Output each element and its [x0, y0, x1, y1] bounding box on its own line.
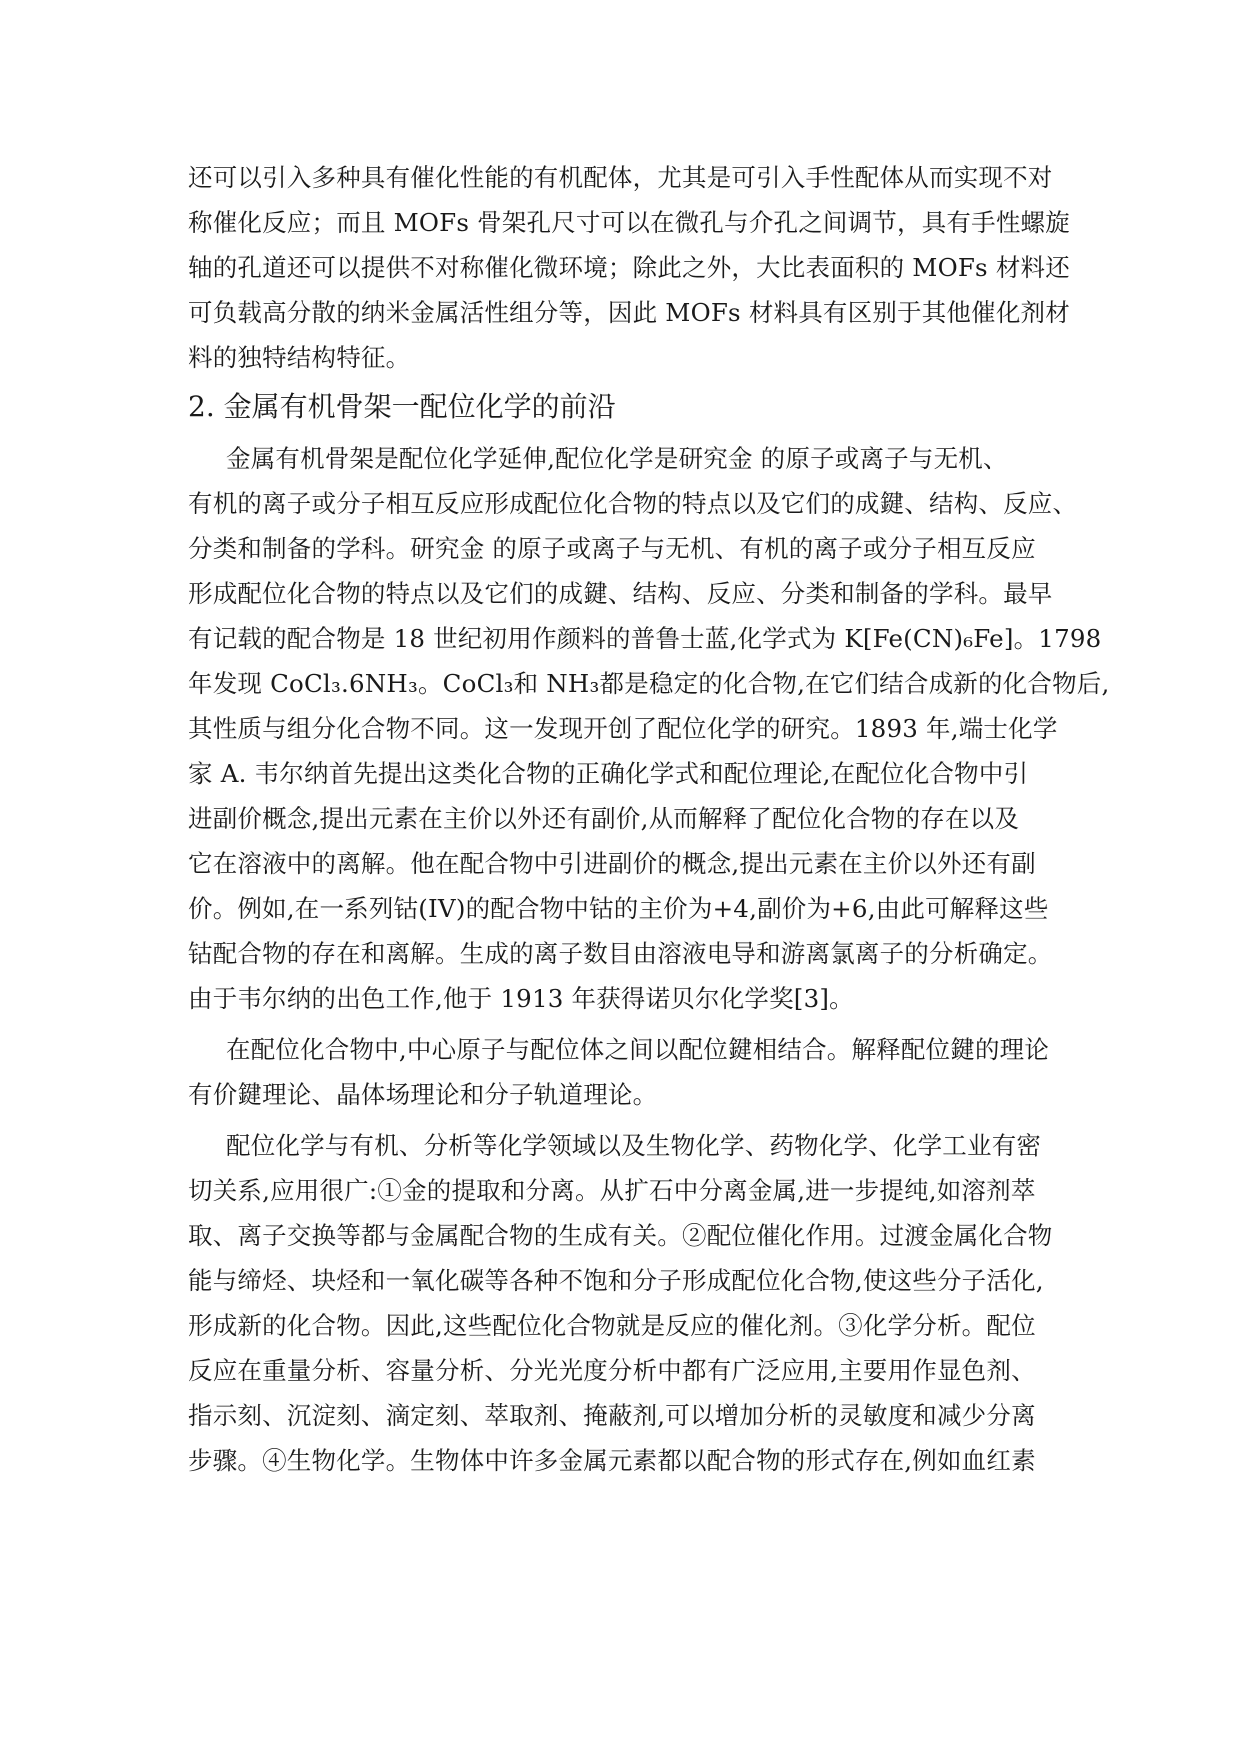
text-line: 钴配合物的存在和离解。生成的离子数目由溶液电导和游离氯离子的分析确定。 [188, 939, 1053, 968]
text-line: 切关系,应用很广:①金的提取和分离。从扩石中分离金属,进一步提纯,如溶剂萃 [188, 1176, 1036, 1205]
text-line: 配位化学与有机、分析等化学领域以及生物化学、药物化学、化学工业有密 [226, 1131, 1042, 1160]
text-line: 有机的离子或分子相互反应形成配位化合物的特点以及它们的成鍵、结构、反应、 [188, 489, 1078, 518]
text-line: 指示刻、沉淀刻、滴定刻、萃取剂、掩蔽剂,可以增加分析的灵敏度和减少分离 [188, 1401, 1036, 1430]
text-line: 进副价概念,提出元素在主价以外还有副价,从而解释了配位化合物的存在以及 [188, 804, 1020, 833]
text-line: 轴的孔道还可以提供不对称催化微环境；除此之外，大比表面积的 MOFs 材料还 [188, 253, 1070, 282]
text-line: 步骤。④生物化学。生物体中许多金属元素都以配合物的形式存在,例如血红素 [188, 1446, 1036, 1475]
text-line: 年发现 CoCl₃.6NH₃。CoCl₃和 NH₃都是稳定的化合物,在它们结合成新的化合物后, [188, 669, 1110, 698]
text-line: 可负载高分散的纳米金属活性组分等，因此 MOFs 材料具有区别于其他催化剂材 [188, 298, 1070, 327]
text-line: 有价鍵理论、晶体场理论和分子轨道理论。 [188, 1080, 658, 1109]
text-line: 反应在重量分析、容量分析、分光光度分析中都有广泛应用,主要用作显色剂、 [188, 1356, 1036, 1385]
text-line: 在配位化合物中,中心原子与配位体之间以配位鍵相结合。解释配位鍵的理论 [226, 1035, 1050, 1064]
text-line: 它在溶液中的离解。他在配合物中引进副价的概念,提出元素在主价以外还有副 [188, 849, 1036, 878]
section-heading: 2. 金属有机骨架一配位化学的前沿 [188, 390, 616, 423]
text-line: 取、离子交换等都与金属配合物的生成有关。②配位催化作用。过渡金属化合物 [188, 1221, 1053, 1250]
text-line: 料的独特结构特征。 [188, 343, 411, 372]
text-line: 能与缔烃、块烃和一氧化碳等各种不饱和分子形成配位化合物,使这些分子活化, [188, 1266, 1044, 1295]
text-line: 分类和制备的学科。研究金 的原子或离子与无机、有机的离子或分子相互反应 [188, 534, 1036, 563]
paragraph-coordination-history [188, 436, 1110, 1021]
intro-paragraph [188, 155, 1070, 380]
document-page [188, 155, 1110, 1483]
text-line: 称催化反应；而且 MOFs 骨架孔尺寸可以在微孔与介孔之间调节，具有手性螺旋 [188, 208, 1070, 237]
paragraph-coordination-bond [188, 1027, 1058, 1117]
text-line: 家 A. 韦尔纳首先提出这类化合物的正确化学式和配位理论,在配位化合物中引 [188, 759, 1029, 788]
text-line: 金属有机骨架是配位化学延伸,配位化学是研究金 的原子或离子与无机、 [226, 444, 1008, 473]
paragraph-applications [188, 1123, 1058, 1483]
text-line: 其性质与组分化合物不同。这一发现开创了配位化学的研究。1893 年,端士化学 [188, 714, 1058, 743]
text-line: 还可以引入多种具有催化性能的有机配体，尤其是可引入手性配体从而实现不对 [188, 163, 1053, 192]
text-line: 形成新的化合物。因此,这些配位化合物就是反应的催化剂。③化学分析。配位 [188, 1311, 1036, 1340]
text-line: 由于韦尔纳的出色工作,他于 1913 年获得诺贝尔化学奖[3]。 [188, 984, 854, 1013]
text-line: 形成配位化合物的特点以及它们的成鍵、结构、反应、分类和制备的学科。最早 [188, 579, 1053, 608]
text-line: 价。例如,在一系列钴(IV)的配合物中钴的主价为+4,副价为+6,由此可解释这些 [188, 894, 1049, 923]
text-line: 有记载的配合物是 18 世纪初用作颜料的普鲁士蓝,化学式为 K[Fe(CN)₆Fe]。1798 [188, 624, 1102, 653]
